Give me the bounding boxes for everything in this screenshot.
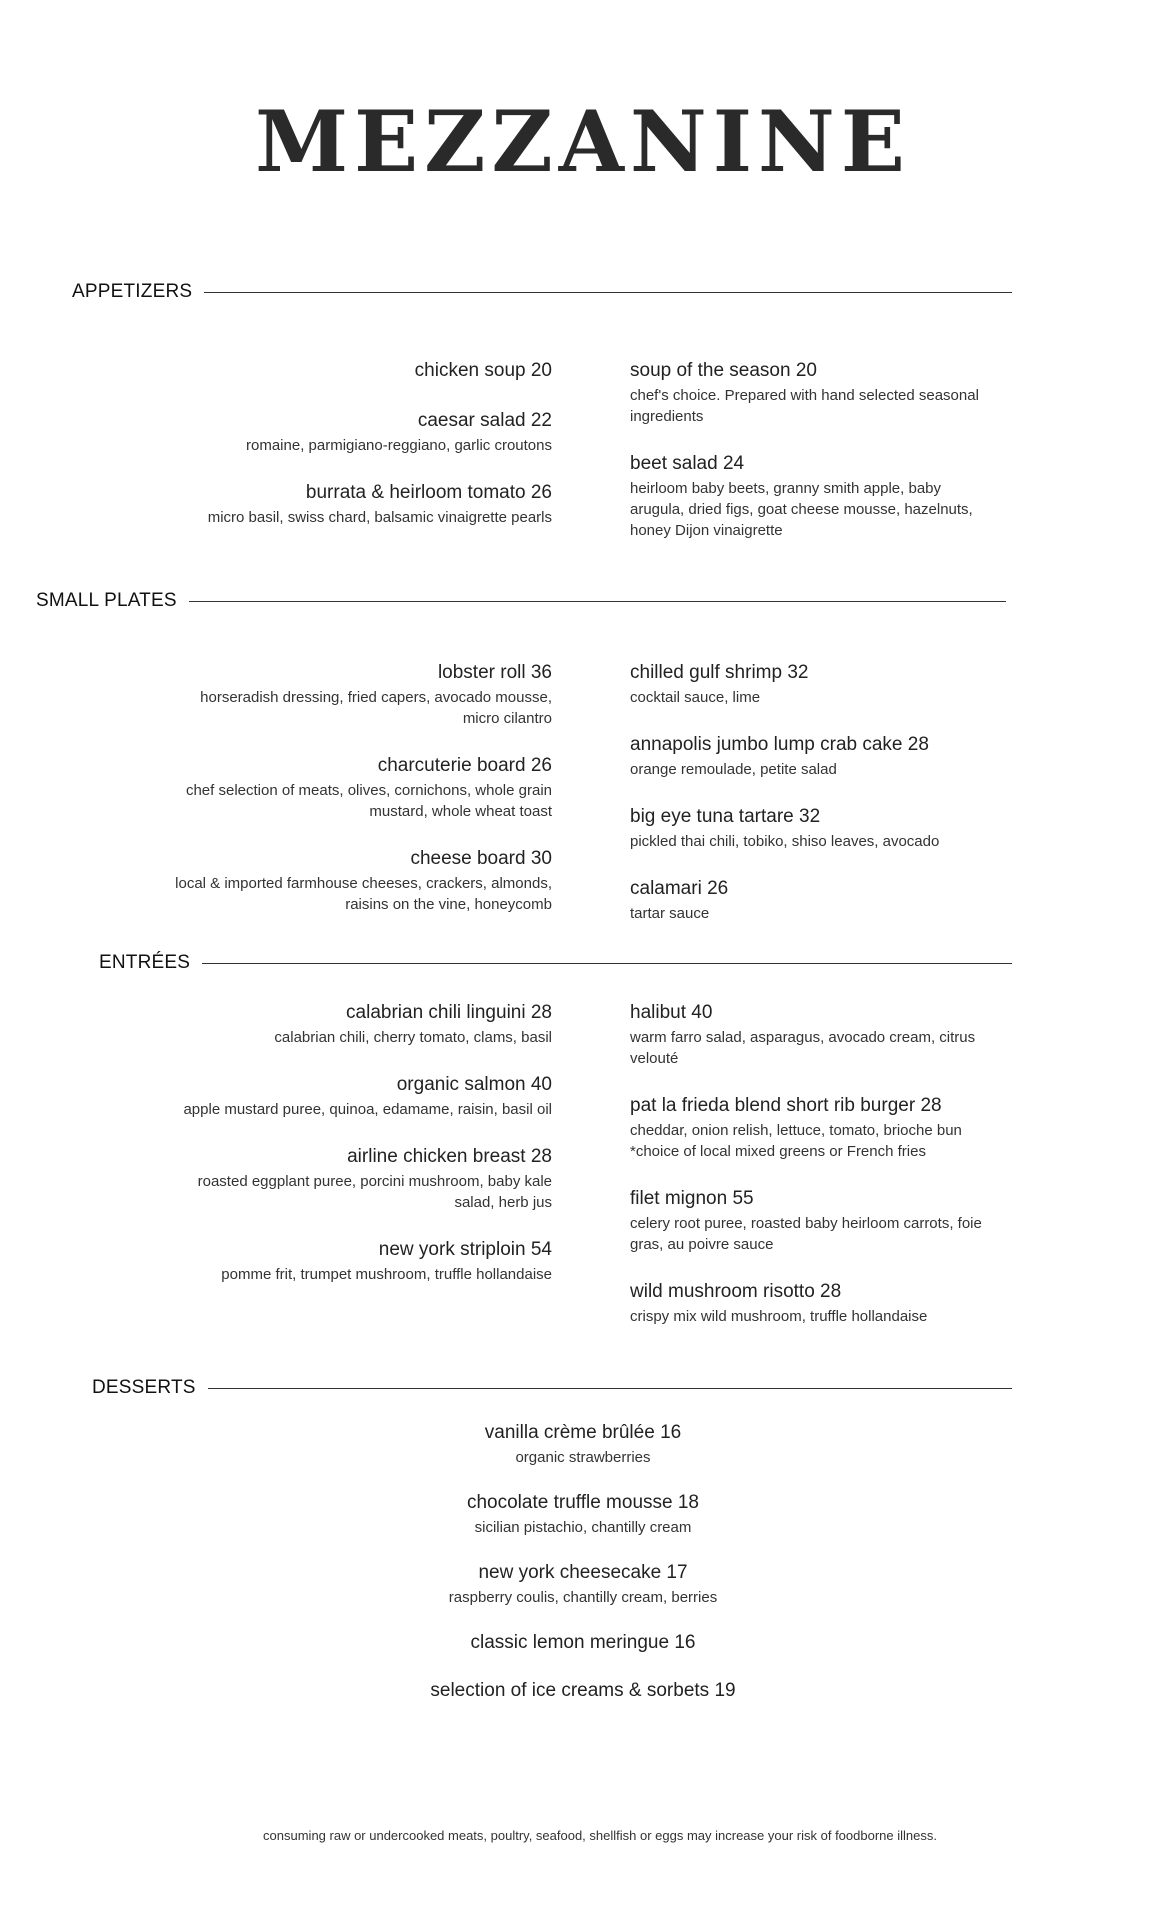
item-description: sicilian pistachio, chantilly cream bbox=[474, 1519, 692, 1536]
item-name: lobster roll 36 bbox=[437, 662, 552, 683]
item-name: chocolate truffle mousse 18 bbox=[466, 1492, 699, 1513]
item-name: new york cheesecake 17 bbox=[478, 1562, 688, 1583]
item-name: burrata & heirloom tomato 26 bbox=[305, 482, 552, 503]
menu-item bbox=[630, 732, 1010, 780]
item-name: organic salmon 40 bbox=[396, 1074, 552, 1095]
item-name: big eye tuna tartare 32 bbox=[630, 806, 821, 827]
menu-item bbox=[160, 660, 552, 729]
menu-item bbox=[160, 480, 552, 528]
item-description: apple mustard puree, quinoa, edamame, raisin, basil oil bbox=[183, 1101, 552, 1118]
appetizers-heading bbox=[72, 281, 1012, 303]
item-description: pomme frit, trumpet mushroom, truffle hollandaise bbox=[221, 1266, 552, 1283]
item-name: chilled gulf shrimp 32 bbox=[630, 662, 809, 683]
section-title: DESSERTS bbox=[92, 1377, 196, 1398]
menu-item bbox=[630, 1000, 1005, 1069]
menu-item bbox=[0, 1420, 1166, 1468]
menu-item bbox=[630, 1279, 1005, 1327]
section-title: SMALL PLATES bbox=[36, 590, 177, 611]
item-name: cheese board 30 bbox=[410, 848, 552, 869]
menu-item bbox=[630, 1186, 1005, 1255]
appetizers-right-column bbox=[630, 358, 990, 565]
item-description: organic strawberries bbox=[515, 1449, 651, 1466]
item-description: roasted eggplant puree, porcini mushroom, baby kale salad, herb jus bbox=[197, 1173, 552, 1211]
section-title: APPETIZERS bbox=[72, 281, 193, 302]
item-name: caesar salad 22 bbox=[417, 410, 552, 431]
menu-item bbox=[160, 358, 552, 384]
item-name: classic lemon meringue 16 bbox=[470, 1632, 696, 1653]
menu-item bbox=[0, 1678, 1166, 1704]
item-description: cheddar, onion relish, lettuce, tomato, brioche bun *choice of local mixed greens or French fries bbox=[630, 1122, 962, 1160]
item-name: wild mushroom risotto 28 bbox=[630, 1281, 842, 1302]
item-description: horseradish dressing, fried capers, avocado mousse, micro cilantro bbox=[200, 689, 552, 727]
food-safety-disclaimer: consuming raw or undercooked meats, poultry, seafood, shellfish or eggs may increase your risk of foodborne illness. bbox=[263, 1828, 937, 1843]
item-description: tartar sauce bbox=[630, 905, 710, 922]
brand-logo: MEZZANINE bbox=[255, 92, 911, 191]
item-name: pat la frieda blend short rib burger 28 bbox=[630, 1095, 942, 1116]
item-description: micro basil, swiss chard, balsamic vinaigrette pearls bbox=[207, 509, 552, 526]
item-description: chef selection of meats, olives, cornichons, whole grain mustard, whole wheat toast bbox=[185, 782, 552, 820]
item-name: filet mignon 55 bbox=[630, 1188, 754, 1209]
menu-item bbox=[160, 753, 552, 822]
desserts-heading bbox=[92, 1377, 1012, 1399]
appetizers-left-column bbox=[160, 358, 552, 552]
section-divider bbox=[189, 601, 1006, 602]
item-description: calabrian chili, cherry tomato, clams, basil bbox=[274, 1029, 552, 1046]
menu-item bbox=[630, 660, 1010, 708]
item-name: charcuterie board 26 bbox=[377, 755, 552, 776]
section-title: ENTRÉES bbox=[99, 952, 191, 973]
item-name: soup of the season 20 bbox=[630, 360, 817, 381]
item-description: local & imported farmhouse cheeses, crackers, almonds, raisins on the vine, honeycomb bbox=[175, 875, 552, 913]
menu-item bbox=[160, 1072, 552, 1120]
item-name: annapolis jumbo lump crab cake 28 bbox=[630, 734, 929, 755]
menu-item bbox=[630, 876, 1010, 924]
menu-item bbox=[630, 451, 990, 541]
item-description: celery root puree, roasted baby heirloom carrots, foie gras, au poivre sauce bbox=[630, 1215, 982, 1253]
menu-item bbox=[630, 358, 990, 427]
small-plates-right-column bbox=[630, 660, 1010, 948]
small-plates-left-column bbox=[160, 660, 552, 939]
entrees-right-column bbox=[630, 1000, 1005, 1351]
item-description: warm farro salad, asparagus, avocado cream, citrus velouté bbox=[630, 1029, 976, 1067]
entrees-left-column bbox=[160, 1000, 552, 1309]
section-divider bbox=[204, 292, 1012, 293]
menu-item bbox=[160, 1237, 552, 1285]
menu-item bbox=[0, 1490, 1166, 1538]
menu-item bbox=[630, 804, 1010, 852]
desserts-list bbox=[0, 1420, 1166, 1726]
entrees-heading bbox=[99, 952, 1012, 974]
item-description: heirloom baby beets, granny smith apple, baby arugula, dried figs, goat cheese mousse, hazelnuts, honey Dijon vinaigrette bbox=[630, 480, 973, 539]
menu-item bbox=[160, 1000, 552, 1048]
small-plates-heading bbox=[36, 590, 1006, 612]
item-name: new york striploin 54 bbox=[378, 1239, 552, 1260]
item-name: halibut 40 bbox=[630, 1002, 713, 1023]
item-name: vanilla crème brûlée 16 bbox=[484, 1422, 682, 1443]
item-description: romaine, parmigiano-reggiano, garlic croutons bbox=[246, 437, 552, 454]
item-name: chicken soup 20 bbox=[414, 360, 552, 381]
item-name: calabrian chili linguini 28 bbox=[346, 1002, 552, 1023]
section-divider bbox=[202, 963, 1012, 964]
menu-item bbox=[160, 1144, 552, 1213]
menu-item bbox=[0, 1560, 1166, 1608]
item-name: beet salad 24 bbox=[630, 453, 745, 474]
item-description: chef's choice. Prepared with hand selected seasonal ingredients bbox=[630, 387, 979, 425]
menu-item bbox=[0, 1630, 1166, 1656]
item-name: calamari 26 bbox=[630, 878, 729, 899]
item-description: orange remoulade, petite salad bbox=[630, 761, 837, 778]
item-description: crispy mix wild mushroom, truffle hollandaise bbox=[630, 1308, 928, 1325]
item-name: airline chicken breast 28 bbox=[347, 1146, 552, 1167]
menu-item bbox=[160, 846, 552, 915]
menu-item bbox=[630, 1093, 1005, 1162]
item-description: raspberry coulis, chantilly cream, berries bbox=[448, 1589, 718, 1606]
item-description: pickled thai chili, tobiko, shiso leaves, avocado bbox=[630, 833, 940, 850]
item-name: selection of ice creams & sorbets 19 bbox=[430, 1680, 736, 1701]
section-divider bbox=[208, 1388, 1012, 1389]
menu-item bbox=[160, 408, 552, 456]
item-description: cocktail sauce, lime bbox=[630, 689, 761, 706]
